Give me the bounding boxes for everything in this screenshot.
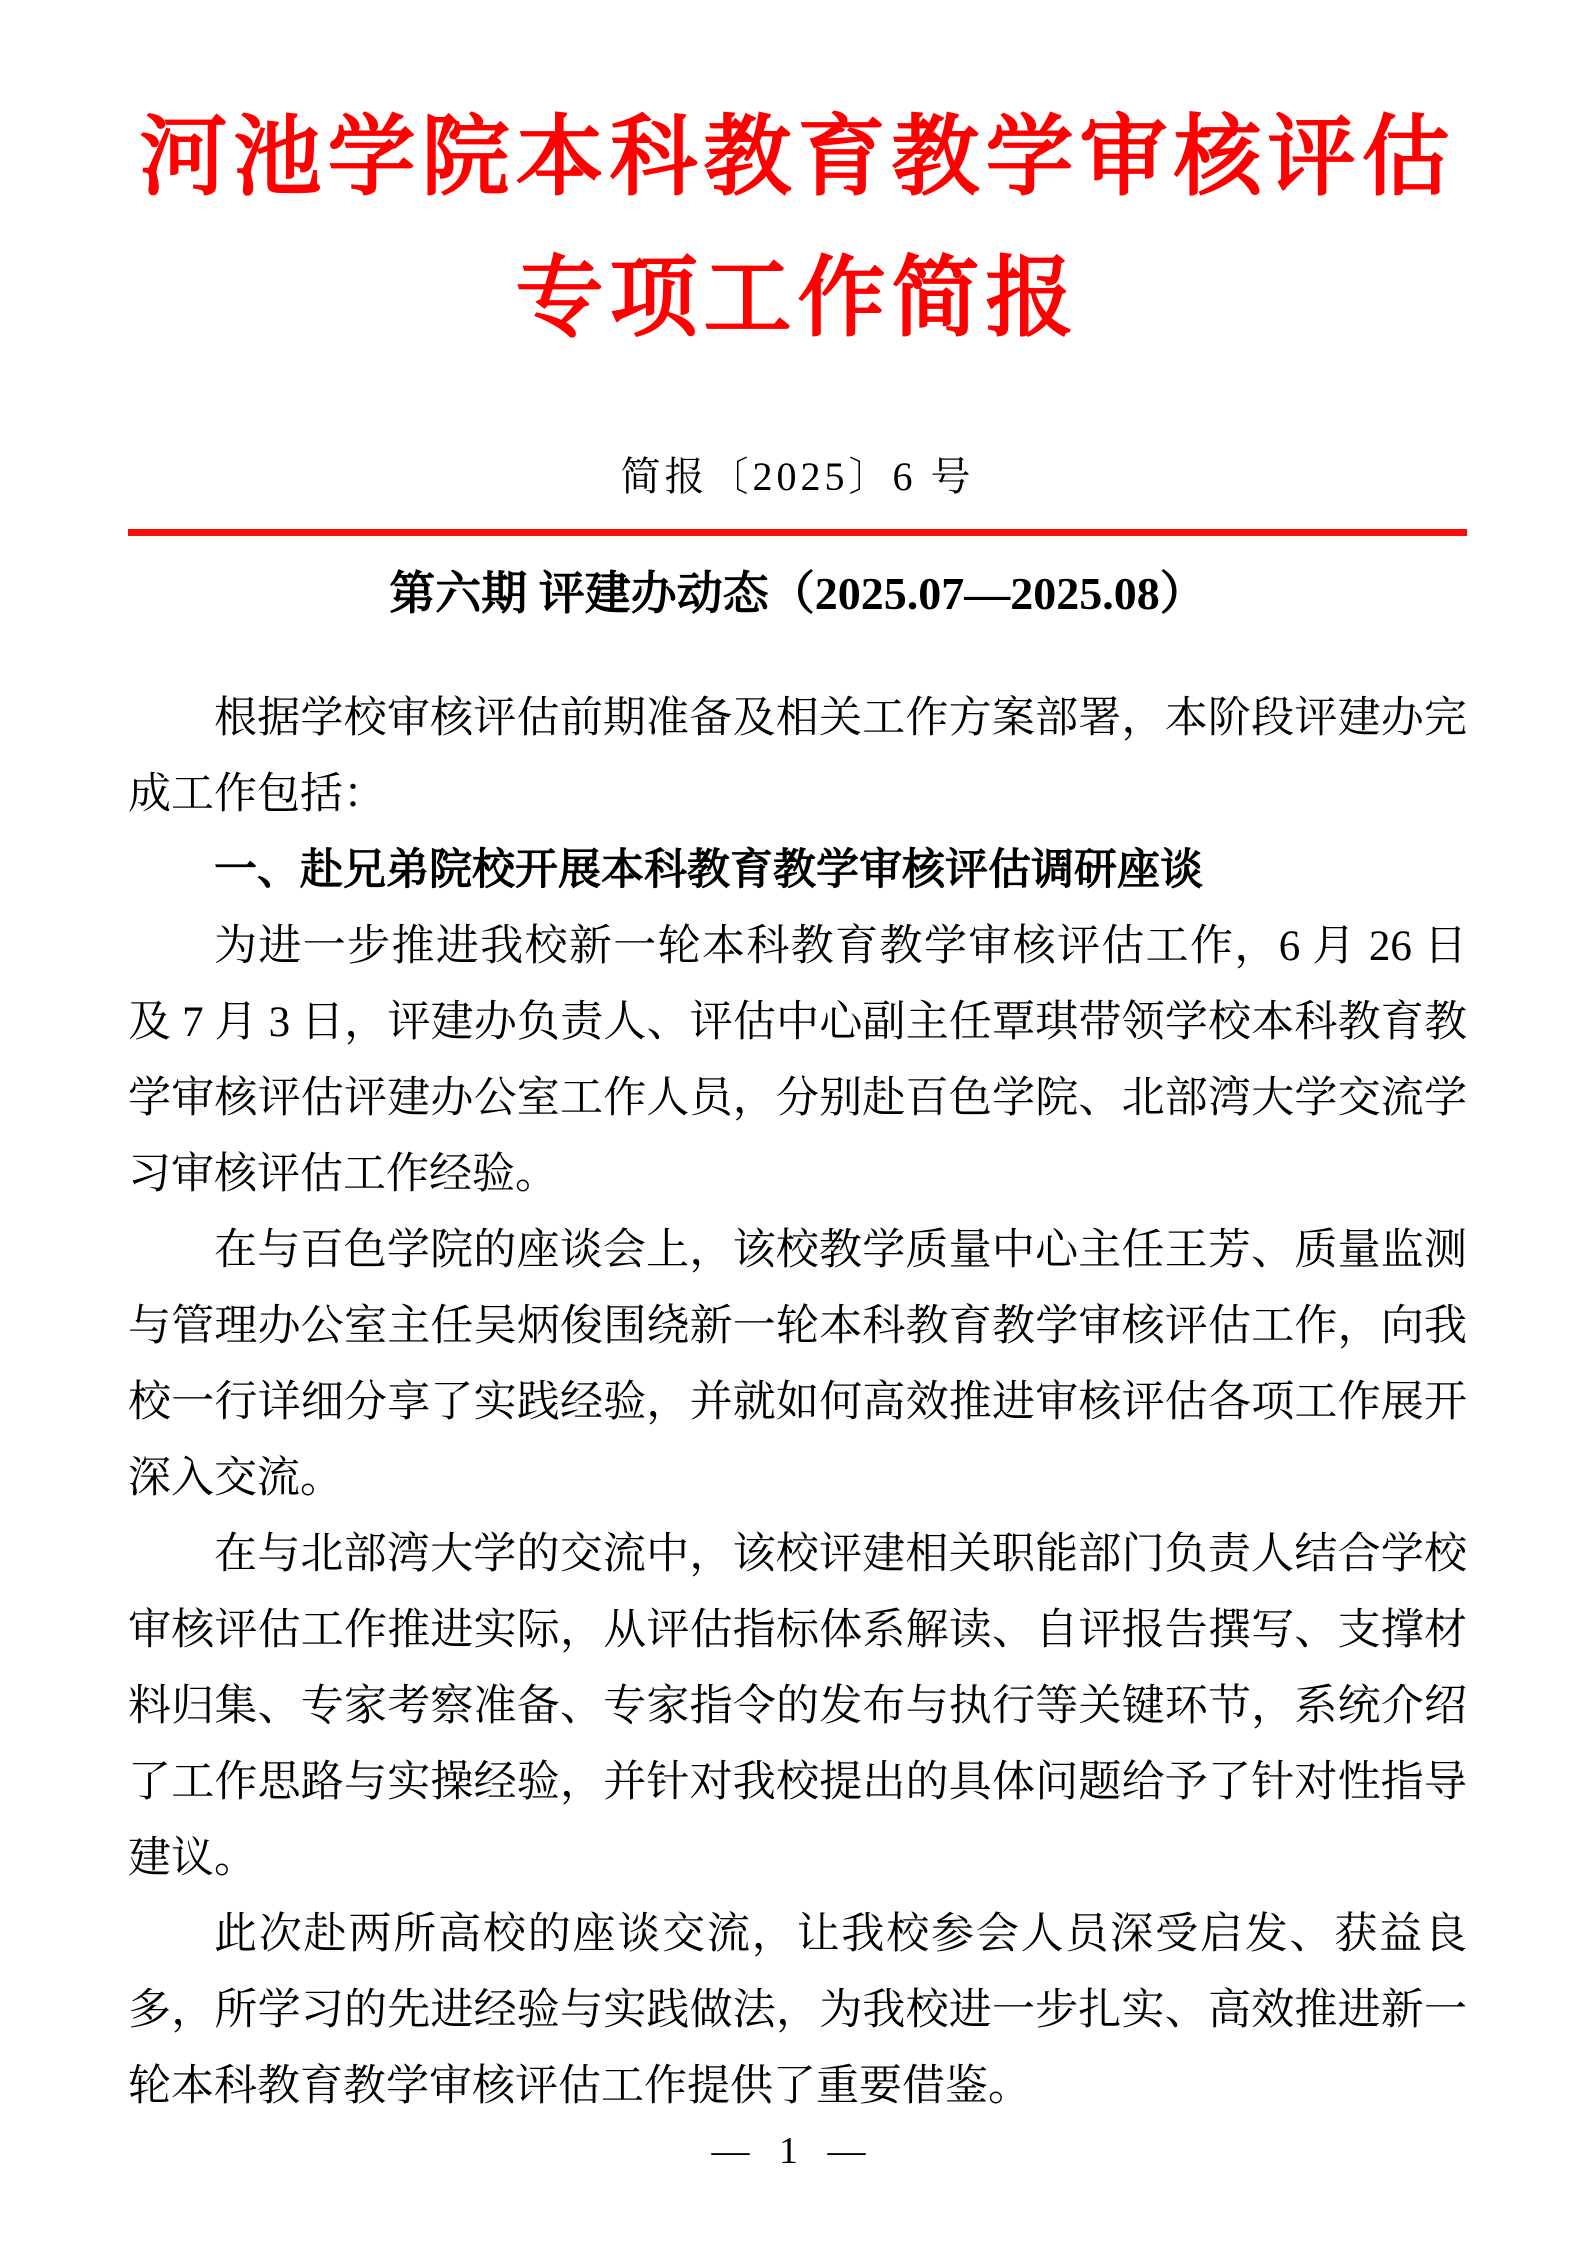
red-divider-rule — [128, 529, 1467, 536]
document-body — [128, 681, 1467, 2125]
paragraph-summary: 此次赴两所高校的座谈交流，让我校参会人员深受启发、获益良多，所学习的先进经验与实践做法，为我校进一步扎实、高效推进新一轮本科教育教学审核评估工作提供了重要借鉴。 — [128, 1911, 1467, 2111]
document-title-line2: 专项工作简报 — [515, 250, 1080, 348]
section-heading: 第六期 评建办动态（2025.07—2025.08） — [389, 567, 1206, 619]
paragraph-intro: 根据学校审核评估前期准备及相关工作方案部署，本阶段评建办完成工作包括： — [128, 695, 1467, 819]
paragraph-baise-meeting: 在与百色学院的座谈会上，该校教学质量中心主任王芳、质量监测与管理办公室主任吴炳俊围绕新一轮本科教育教学审核评估工作，向我校一行详细分享了实践经验，并就如何高效推进审核评估各项工作展开深入交流。 — [128, 1227, 1467, 1503]
paragraph-visit-overview: 为进一步推进我校新一轮本科教育教学审核评估工作，6 月 26 日及 7 月 3 日，评建办负责人、评估中心副主任覃琪带领学校本科教育教学审核评估评建办公室工作人员，分别赴百色学院、北部湾大学交流学习审核评估工作经验。 — [128, 923, 1467, 1199]
page-number: — 1 — — [711, 2130, 876, 2172]
document-title — [128, 89, 1467, 371]
paragraph-beibuwan-meeting: 在与北部湾大学的交流中，该校评建相关职能部门负责人结合学校审核评估工作推进实际，从评估指标体系解读、自评报告撰写、支撑材料归集、专家考察准备、专家指令的发布与执行等关键环节，系统介绍了工作思路与实操经验，并针对我校提出的具体问题给予了针对性指导建议。 — [128, 1531, 1467, 1883]
document-title-line1: 河池学院本科教育教学审核评估 — [139, 109, 1456, 207]
issue-number: 简报〔2025〕6 号 — [620, 453, 975, 499]
paragraph-section-1-heading: 一、赴兄弟院校开展本科教育教学审核评估调研座谈 — [214, 847, 1203, 895]
